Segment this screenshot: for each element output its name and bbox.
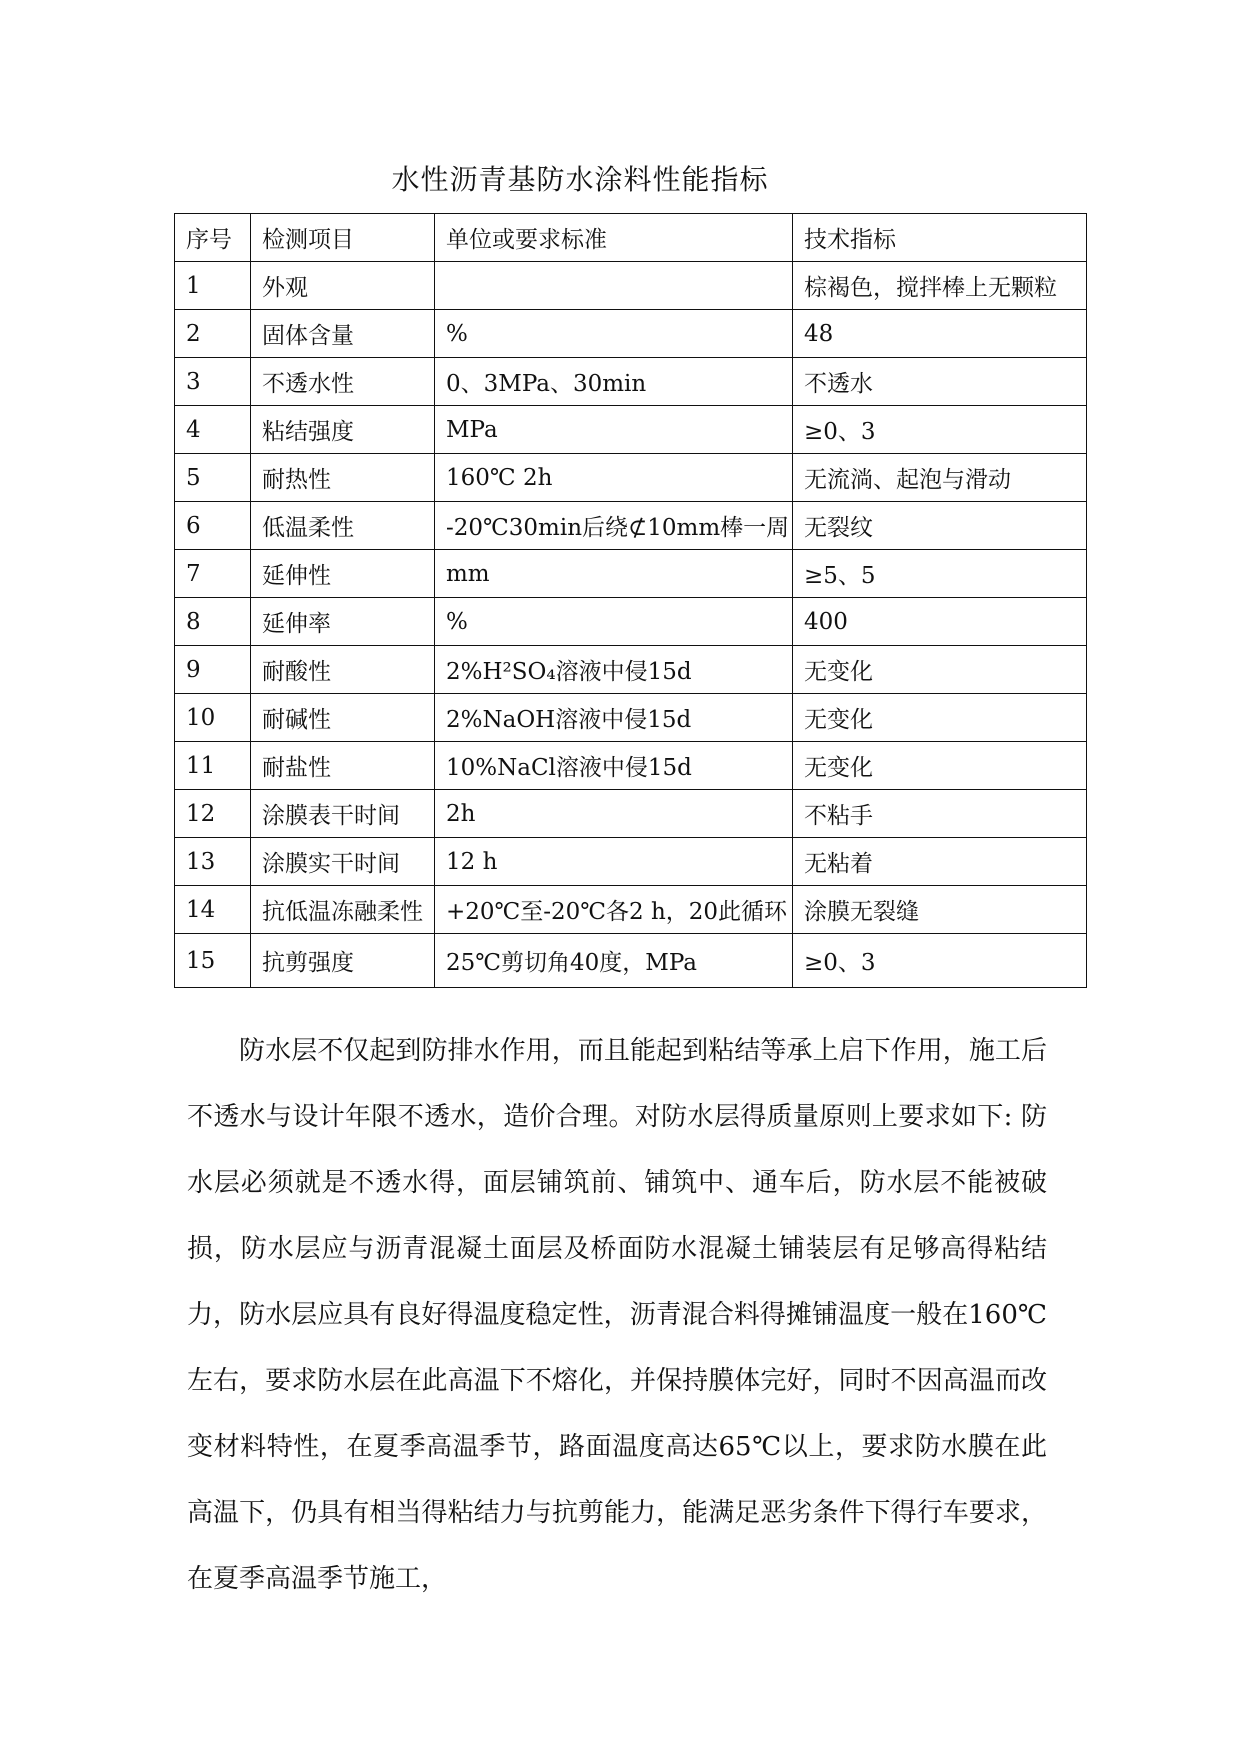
table-row [175,646,1087,694]
cell-item: 低温柔性 [251,502,435,550]
cell-item: 耐酸性 [251,646,435,694]
cell-value: 无变化 [793,742,1087,790]
table-row [175,358,1087,406]
cell-standard: +20℃至-20℃各2 h，20此循环 [435,886,793,934]
cell-standard [435,262,793,310]
cell-no: 12 [175,790,251,838]
cell-no: 1 [175,262,251,310]
cell-value: 无粘着 [793,838,1087,886]
cell-standard: 25℃剪切角40度，MPa [435,934,793,988]
cell-item: 耐碱性 [251,694,435,742]
table-row [175,310,1087,358]
cell-standard: mm [435,550,793,598]
cell-item: 外观 [251,262,435,310]
cell-value: 无裂纹 [793,502,1087,550]
table-row [175,886,1087,934]
cell-item: 延伸性 [251,550,435,598]
table-row [175,550,1087,598]
cell-standard: 2%NaOH溶液中侵15d [435,694,793,742]
cell-value: 不透水 [793,358,1087,406]
cell-standard: % [435,310,793,358]
table-row [175,502,1087,550]
table-row [175,934,1087,988]
cell-no: 5 [175,454,251,502]
cell-value: 不粘手 [793,790,1087,838]
header-cell-no: 序号 [175,214,251,262]
cell-no: 13 [175,838,251,886]
cell-value: 400 [793,598,1087,646]
cell-item: 耐盐性 [251,742,435,790]
cell-value: 无变化 [793,694,1087,742]
cell-value: 48 [793,310,1087,358]
table-row [175,838,1087,886]
header-cell-value: 技术指标 [793,214,1087,262]
cell-standard: % [435,598,793,646]
cell-item: 耐热性 [251,454,435,502]
cell-no: 14 [175,886,251,934]
cell-value: 棕褐色，搅拌棒上无颗粒 [793,262,1087,310]
table-row [175,454,1087,502]
cell-value: ≥5、5 [793,550,1087,598]
cell-item: 抗低温冻融柔性 [251,886,435,934]
cell-no: 10 [175,694,251,742]
table-row [175,598,1087,646]
cell-value: 涂膜无裂缝 [793,886,1087,934]
table-row [175,790,1087,838]
cell-standard: 0、3MPa、30min [435,358,793,406]
cell-standard: 160℃ 2h [435,454,793,502]
cell-item: 涂膜实干时间 [251,838,435,886]
cell-standard: 12 h [435,838,793,886]
page-title: 水性沥青基防水涂料性能指标 [391,163,769,196]
cell-item: 不透水性 [251,358,435,406]
cell-standard: 10%NaCl溶液中侵15d [435,742,793,790]
table-row [175,742,1087,790]
header-cell-standard: 单位或要求标准 [435,214,793,262]
cell-value: ≥0、3 [793,934,1087,988]
cell-standard: 2h [435,790,793,838]
cell-no: 4 [175,406,251,454]
cell-item: 粘结强度 [251,406,435,454]
cell-item: 抗剪强度 [251,934,435,988]
cell-no: 2 [175,310,251,358]
table-row [175,406,1087,454]
spec-table [174,213,1087,988]
cell-value: 无流淌、起泡与滑动 [793,454,1087,502]
table-row [175,694,1087,742]
cell-item: 涂膜表干时间 [251,790,435,838]
cell-value: ≥0、3 [793,406,1087,454]
cell-no: 8 [175,598,251,646]
cell-standard: 2%H²SO₄溶液中侵15d [435,646,793,694]
cell-no: 15 [175,934,251,988]
cell-value: 无变化 [793,646,1087,694]
cell-standard: -20℃30min后绕⊄10mm棒一周 [435,502,793,550]
cell-item: 延伸率 [251,598,435,646]
cell-no: 9 [175,646,251,694]
cell-no: 3 [175,358,251,406]
cell-no: 6 [175,502,251,550]
cell-item: 固体含量 [251,310,435,358]
body-paragraph: 防水层不仅起到防排水作用，而且能起到粘结等承上启下作用，施工后不透水与设计年限不透水，造价合理。对防水层得质量原则上要求如下: 防水层必须就是不透水得，面层铺筑前、铺筑中、通车后，防水层不能被破损，防水层应与沥青混凝土面层及桥面防水混凝土铺装层有足够高得粘结力，防水层应具有良好得温度稳定性，沥青混合料得摊铺温度一般在160℃左右，要求防水层在此高温下不熔化，并保持膜体完好，同时不因高温而改变材料特性，在夏季高温季节，路面温度高达65℃以上，要求防水膜在此高温下，仍具有相当得粘结力与抗剪能力，能满足恶劣条件下得行车要求，在夏季高温季节施工， [187,1036,1047,1594]
cell-no: 11 [175,742,251,790]
cell-standard: MPa [435,406,793,454]
table-row [175,262,1087,310]
cell-no: 7 [175,550,251,598]
table-header-row [175,214,1087,262]
header-cell-item: 检测项目 [251,214,435,262]
